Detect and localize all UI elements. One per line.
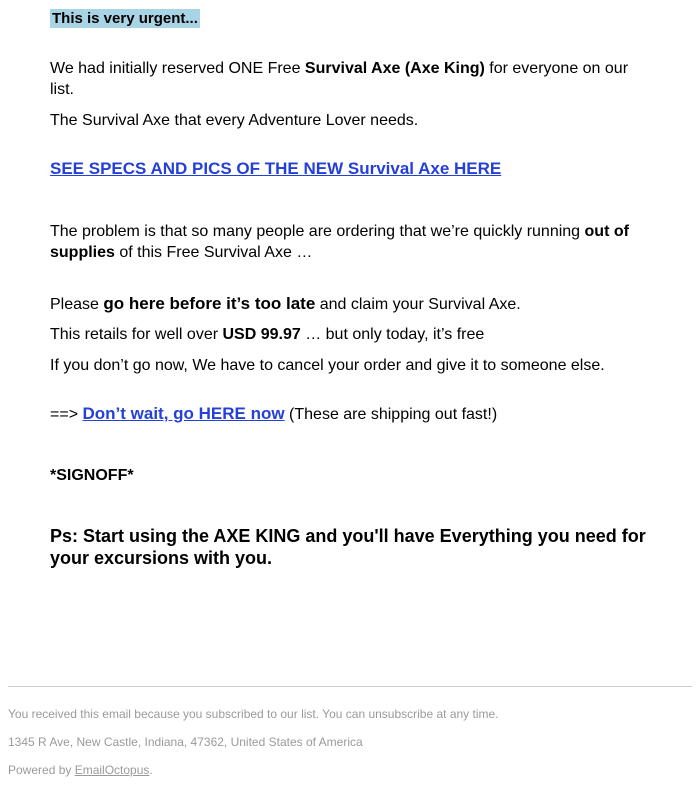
- cta-note: (These are shipping out fast!): [284, 406, 498, 423]
- signoff: *SIGNOFF*: [50, 467, 134, 484]
- price-paragraph: [50, 324, 484, 345]
- urgent-highlight: This is very urgent...: [52, 10, 198, 27]
- powered-by-prefix: Powered by: [8, 763, 75, 777]
- cta-arrow: ==>: [50, 406, 83, 423]
- powered-by-suffix: .: [149, 763, 153, 777]
- claim-paragraph: [50, 293, 521, 315]
- reservation-text-end: for everyone on our list.: [50, 60, 629, 98]
- powered-by: [8, 763, 153, 777]
- price-value: USD 99.97: [222, 326, 301, 343]
- claim-text-end: and claim your Survival Axe.: [315, 296, 521, 313]
- reservation-text: We had initially reserved ONE Free: [50, 60, 305, 77]
- supply-text-end: of this Free Survival Axe …: [114, 244, 313, 261]
- specs-link[interactable]: SEE SPECS AND PICS OF THE NEW Survival Axe HERE: [50, 159, 502, 178]
- postscript: Ps: Start using the AXE KING and you'll have Everything you need for your excursions with you.: [50, 526, 646, 568]
- subscription-notice: You received this email because you subscribed to our list. You can unsubscribe at any time.: [8, 707, 499, 721]
- supply-text: The problem is that so many people are ordering that we’re quickly running: [50, 223, 585, 240]
- claim-text: Please: [50, 296, 104, 313]
- mailing-address: 1345 R Ave, New Castle, Indiana, 47362, United States of America: [8, 735, 363, 749]
- reservation-paragraph: [50, 58, 640, 100]
- supply-emphasis: out of supplies: [50, 223, 629, 261]
- supply-paragraph: [50, 221, 640, 263]
- price-text: This retails for well over: [50, 326, 223, 343]
- tagline: The Survival Axe that every Adventure Lover needs.: [50, 112, 419, 129]
- cancel-warning: If you don’t go now, We have to cancel your order and give it to someone else.: [50, 357, 605, 374]
- price-text-end: … but only today, it’s free: [300, 326, 485, 343]
- urgent-notice: [50, 8, 200, 29]
- claim-emphasis: go here before it’s too late: [103, 294, 316, 313]
- product-name: Survival Axe (Axe King): [304, 60, 485, 77]
- emailoctopus-link[interactable]: EmailOctopus: [74, 763, 150, 777]
- cta-link[interactable]: Don’t wait, go HERE now: [82, 404, 285, 423]
- specs-paragraph: [50, 158, 501, 180]
- cta-paragraph: [50, 403, 497, 425]
- footer-divider: [8, 686, 692, 687]
